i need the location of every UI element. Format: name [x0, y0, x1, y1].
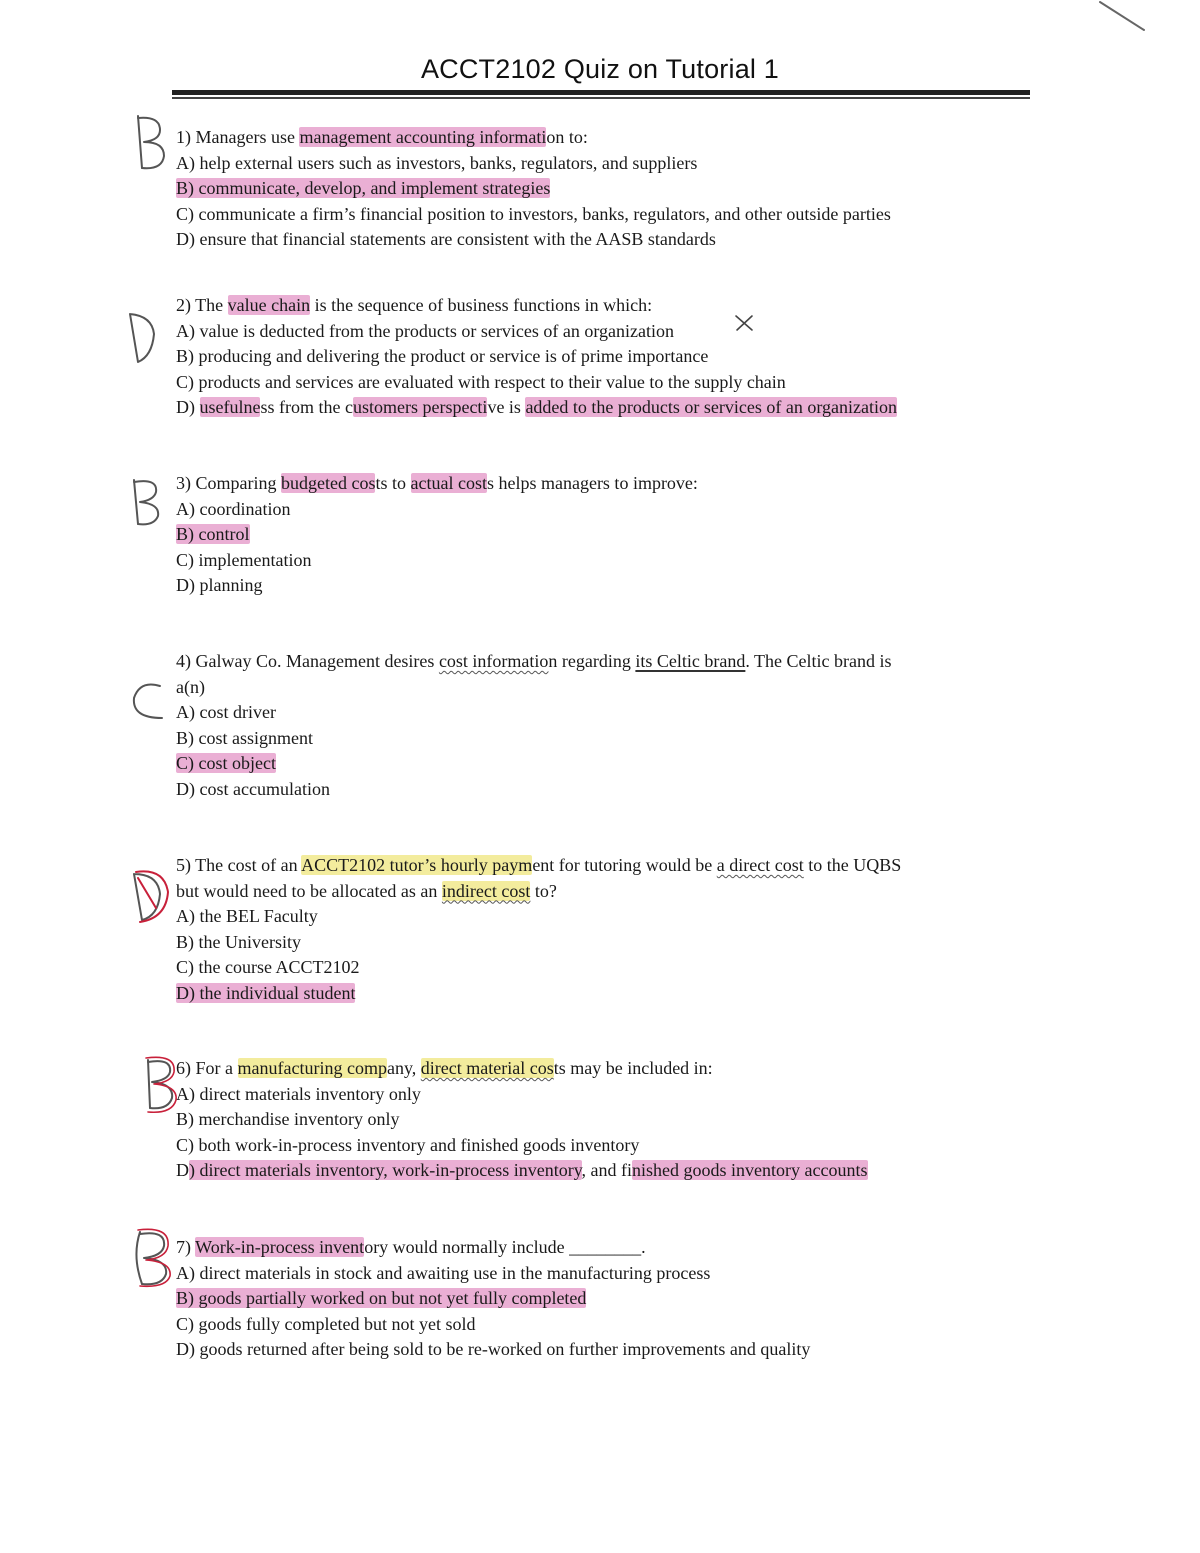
option-a: A) direct materials inventory only — [176, 1083, 421, 1104]
highlight: direct material cos — [420, 1058, 554, 1078]
wavy-underline: cost informatio — [438, 651, 549, 671]
option-b — [176, 1286, 810, 1312]
question-stem: 7) Work-in-process inventory would normally include ________. — [176, 1237, 646, 1257]
highlight: actual cost — [410, 473, 487, 493]
option-a: A) the BEL Faculty — [176, 906, 318, 927]
question-stem: 1) Managers use management accounting information to: — [176, 127, 588, 147]
option-c: C) implementation — [176, 549, 312, 570]
option-d: D) ensure that financial statements are consistent with the AASB standards — [176, 229, 716, 250]
highlight: B) goods partially worked on but not yet fully completed — [176, 1288, 587, 1309]
option-c: C) goods fully completed but not yet sold — [176, 1313, 476, 1334]
option-d: D) planning — [176, 575, 263, 596]
highlight: B) communicate, develop, and implement strategies — [176, 178, 551, 199]
question-1 — [176, 125, 891, 253]
highlight: Work-in-process invent — [195, 1237, 365, 1257]
option-b: B) merchandise inventory only — [176, 1109, 400, 1130]
question-3 — [176, 471, 698, 599]
option-c — [176, 751, 892, 777]
handwritten-answer-d — [126, 864, 176, 928]
question-stem: 5) The cost of an ACCT2102 tutor’s hourly payment for tutoring would be a direct cost to the UQBS — [176, 855, 902, 875]
question-stem: 6) For a manufacturing company, direct material costs may be included in: — [176, 1058, 713, 1078]
highlight: B) control — [176, 524, 250, 545]
option-b: B) cost assignment — [176, 727, 313, 748]
title-rule-thin — [172, 97, 1030, 99]
highlight: D) the individual student — [176, 982, 356, 1003]
option-b: B) the University — [176, 931, 301, 952]
highlight: indirect cost — [441, 880, 531, 901]
question-4 — [176, 649, 892, 803]
question-stem-line-2: but would need to be allocated as an indirect cost to? — [176, 880, 557, 901]
option-b: B) producing and delivering the product or service is of prime importance — [176, 346, 709, 367]
option-b — [176, 176, 891, 202]
option-d — [176, 981, 901, 1007]
pen-stroke-mark — [1098, 0, 1148, 34]
highlight: added to the products or services of an organization — [525, 397, 897, 418]
option-c: C) the course ACCT2102 — [176, 957, 360, 978]
highlight: usefulne — [199, 397, 261, 418]
handwritten-answer-d — [124, 308, 164, 368]
question-stem: 4) Galway Co. Management desires cost information regarding its Celtic brand. The Celtic brand is — [176, 651, 892, 671]
highlight: value chain — [227, 295, 311, 315]
highlight: management accounting informati — [299, 127, 547, 147]
option-a: A) cost driver — [176, 702, 276, 723]
option-a: A) coordination — [176, 498, 291, 519]
option-a: A) direct materials in stock and awaiting use in the manufacturing process — [176, 1262, 711, 1283]
option-b — [176, 522, 698, 548]
option-d: D) usefulness from the customers perspective is added to the products or services of an organization — [176, 397, 897, 418]
highlight: ) direct materials inventory, work-in-process inventory — [189, 1160, 582, 1181]
highlight: nished goods inventory accounts — [632, 1160, 868, 1181]
option-d: D) goods returned after being sold to be re-worked on further improvements and quality — [176, 1339, 811, 1360]
option-d: D) direct materials inventory, work-in-process inventory, and finished goods inventory accounts — [176, 1160, 868, 1181]
handwritten-answer-b — [124, 1226, 176, 1290]
question-stem: 3) Comparing budgeted costs to actual costs helps managers to improve: — [176, 473, 698, 493]
option-a: A) value is deducted from the products or services of an organization — [176, 320, 675, 341]
underline: its Celtic brand — [635, 651, 746, 671]
highlight: ustomers perspecti — [352, 397, 488, 418]
handwritten-answer-b — [130, 112, 174, 176]
handwritten-answer-b — [124, 474, 168, 530]
highlight: budgeted cos — [281, 473, 376, 493]
wavy-underline: a direct cost — [716, 855, 804, 875]
highlight: C) cost object — [176, 753, 276, 774]
question-7 — [176, 1235, 810, 1363]
option-a: A) help external users such as investors, banks, regulators, and suppliers — [176, 152, 698, 173]
title-rule — [172, 90, 1030, 95]
page-title: ACCT2102 Quiz on Tutorial 1 — [420, 54, 780, 84]
option-c: C) communicate a firm’s financial position to investors, banks, regulators, and other outside parties — [176, 203, 891, 224]
highlight: manufacturing comp — [237, 1058, 387, 1078]
option-d: D) cost accumulation — [176, 778, 330, 799]
option-c: C) products and services are evaluated with respect to their value to the supply chain — [176, 371, 786, 392]
highlight: ACCT2102 tutor’s hourly paym — [301, 855, 533, 875]
question-5 — [176, 853, 901, 1007]
question-stem-line-2: a(n) — [176, 676, 205, 697]
question-6 — [176, 1056, 868, 1184]
question-2 — [176, 293, 897, 421]
handwritten-answer-c — [126, 678, 170, 726]
option-c: C) both work-in-process inventory and finished goods inventory — [176, 1134, 640, 1155]
question-stem: 2) The value chain is the sequence of business functions in which: — [176, 295, 653, 315]
